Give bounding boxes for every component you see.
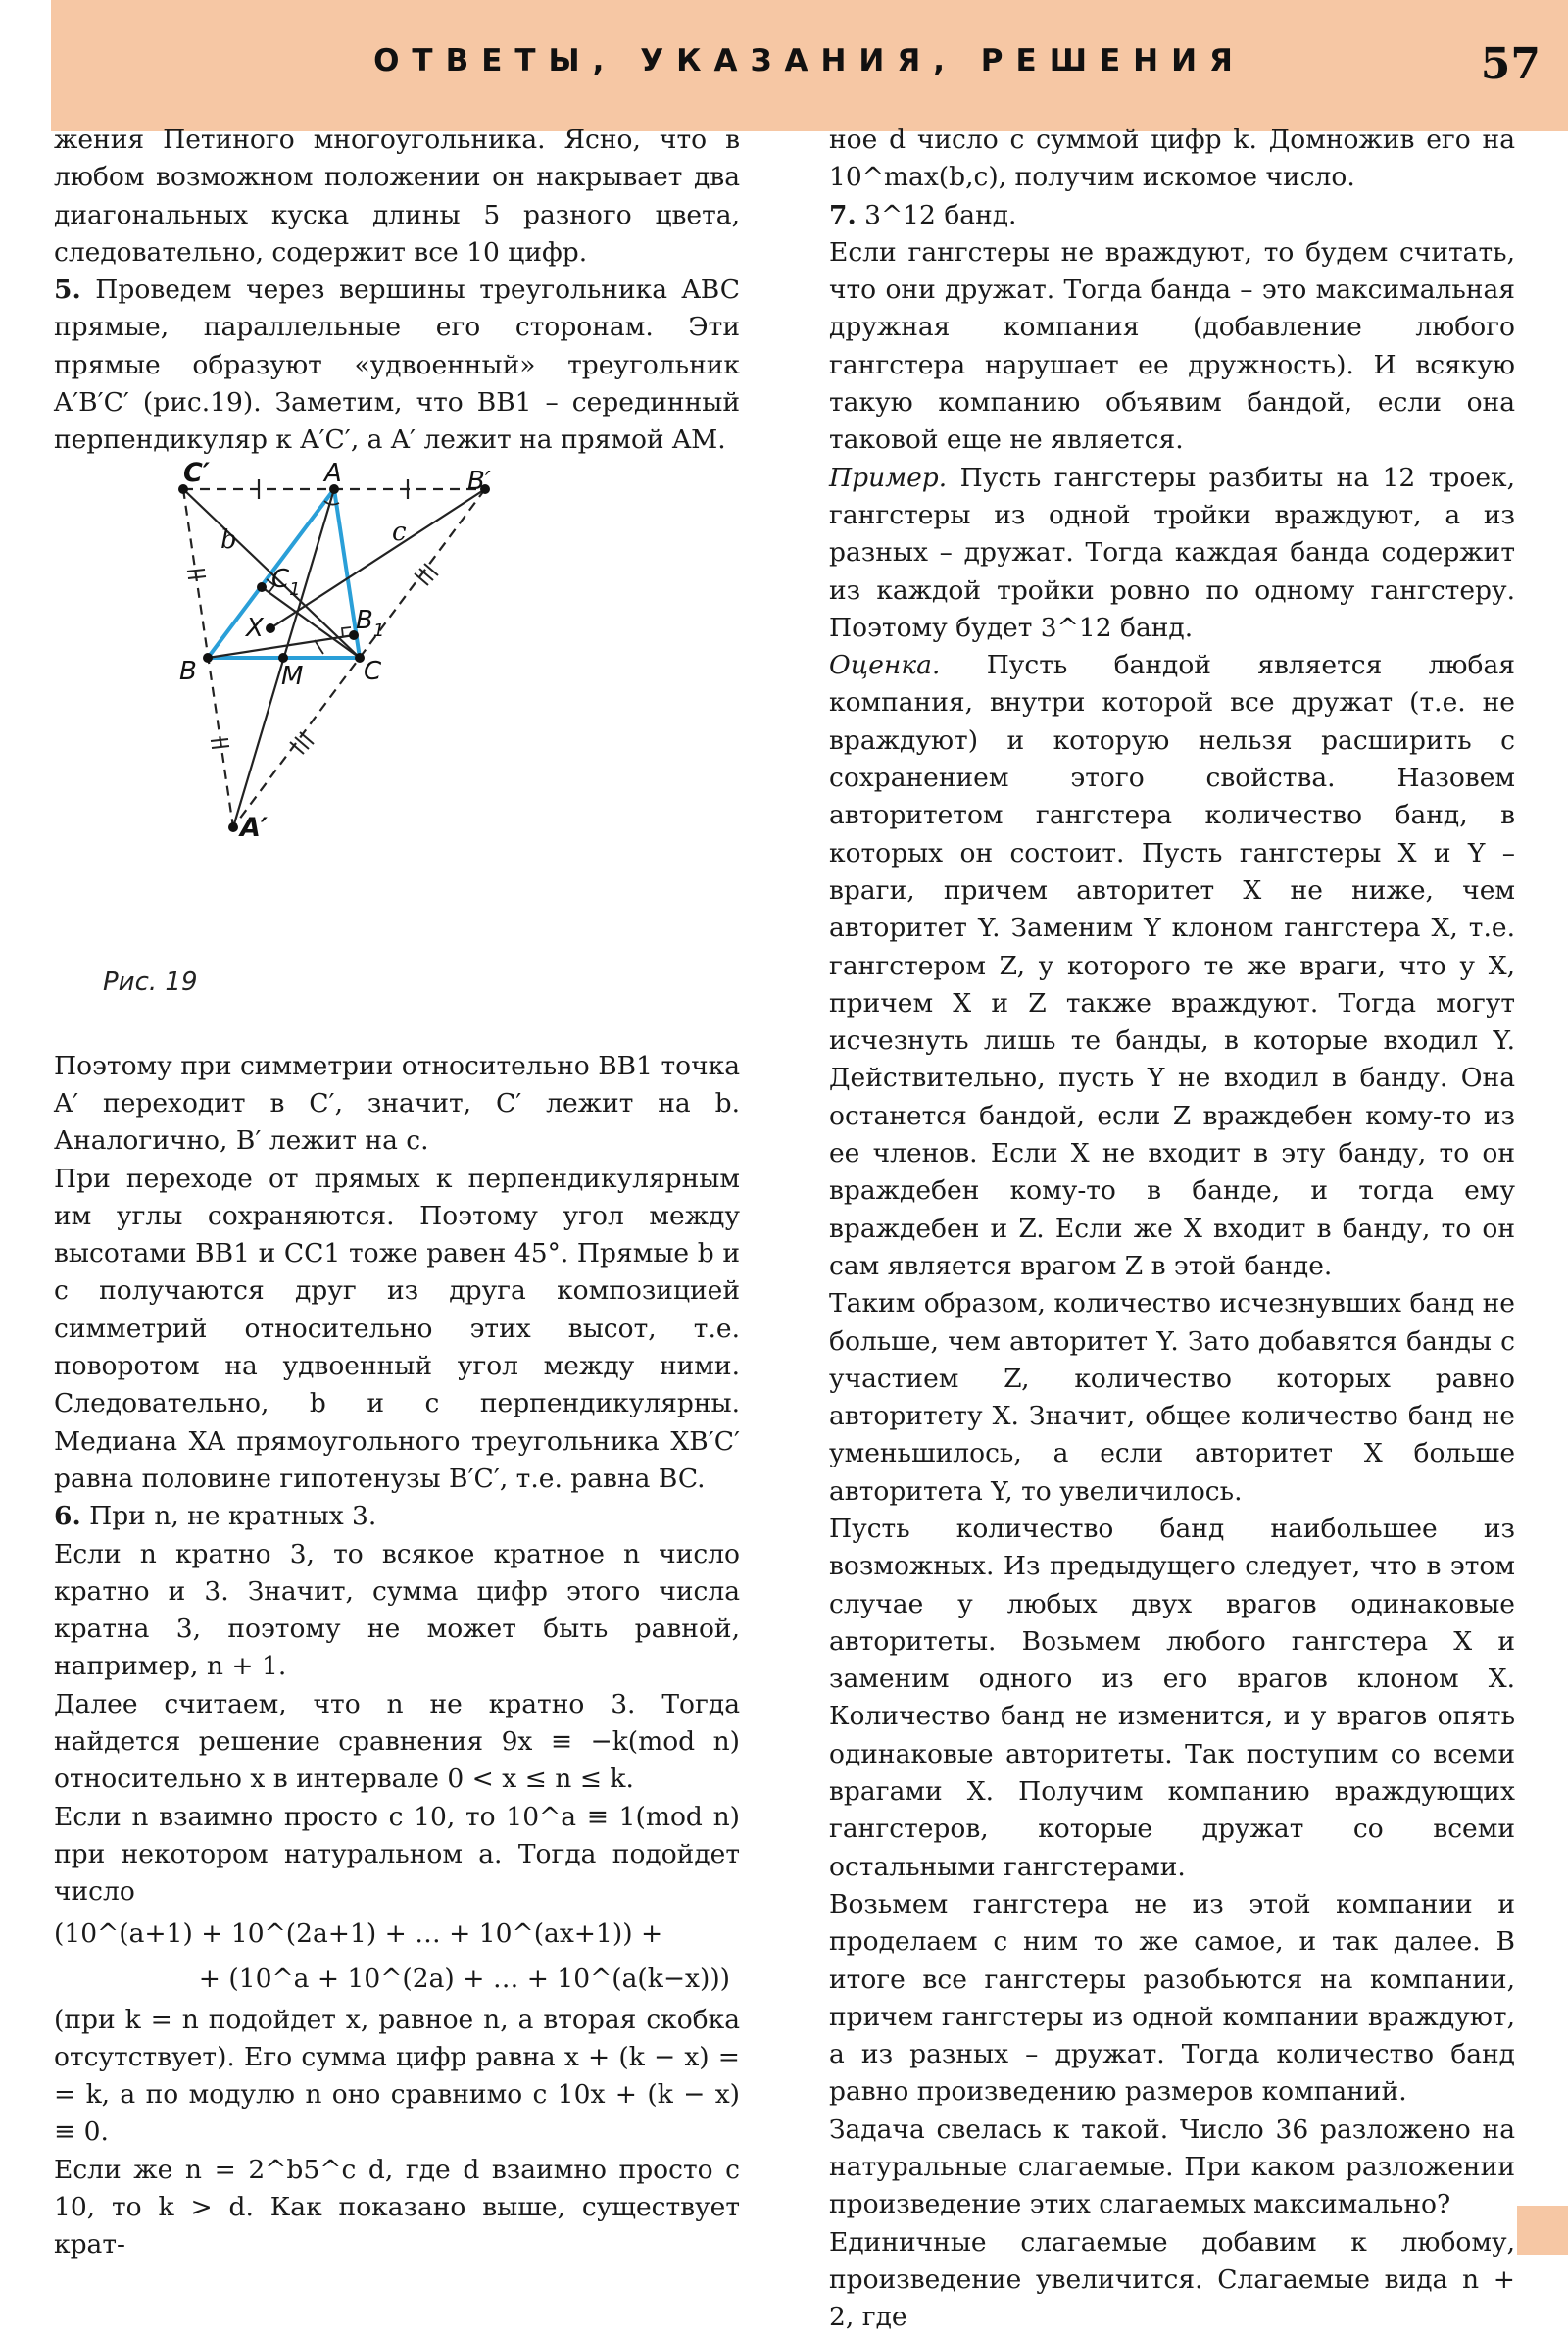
paragraph: ное d число с суммой цифр k. Домножив его на 10^max(b,c), получим искомое число. <box>829 124 1515 193</box>
formula-line-2: + (10^a + 10^(2a) + … + 10^(a(k−x))) <box>198 1963 730 1994</box>
label-a-prime: A′ <box>240 812 269 843</box>
label-c1-main: C <box>271 564 290 594</box>
figure-caption: Рис. 19 <box>103 967 198 997</box>
paragraph: Поэтому при симметрии относительно BB1 точка A′ переходит в C′, значит, C′ лежит на b. Аналогично, B′ лежит на c. <box>54 1050 740 1157</box>
estimate-paragraph <box>829 647 1515 1285</box>
label-line-c: c <box>392 517 407 547</box>
formula-line-1: (10^(a+1) + 10^(2a+1) + … + 10^(ax+1)) + <box>54 1917 663 1949</box>
label-b1 <box>356 606 384 641</box>
line-c <box>270 489 485 628</box>
page-corner-tab <box>1517 2206 1568 2255</box>
label-m: M <box>281 661 304 691</box>
label-c1-sub: 1 <box>289 578 301 600</box>
paragraph: (при k = n подойдет x, равное n, а вторая скобка отсутствует). Его сумма цифр равна x + (k − x) = = k, а по модулю n оно сравнимо с 10x + (k − x) ≡ 0. <box>54 2004 740 2148</box>
figure-19 <box>54 462 740 1040</box>
label-x: X <box>246 613 264 643</box>
paragraph-text: Пусть гангстеры разбиты на 12 троек, гангстеры из одной тройки враждуют, а из разных – дружат. Тогда каждая банда содержит из каждой тройки ровно по одному гангстеру. Поэтому будет 3^12 банд. <box>829 462 1515 643</box>
problem-7 <box>829 197 1515 234</box>
right-column <box>829 122 1515 2337</box>
label-c1 <box>271 565 301 600</box>
paragraph: жения Петиного многоугольника. Ясно, что в любом возможном положении он накрывает два диагональных куска длины 5 разного цвета, следовательно, содержит все 10 цифр. <box>54 124 740 268</box>
paragraph: Если n кратно 3, то всякое кратное n число кратно и 3. Значит, сумма цифр этого числа кратна 3, поэтому не может быть равной, например, n + 1. <box>54 1538 740 1682</box>
lead-word: Оценка. <box>829 650 941 681</box>
problem-5 <box>54 272 740 459</box>
left-column <box>54 122 740 2264</box>
label-b: B <box>179 656 197 686</box>
problem-number: 5. <box>54 274 81 306</box>
label-c-prime: C′ <box>183 461 210 488</box>
paragraph: При переходе от прямых к перпендикулярным им углы сохраняются. Поэтому угол между высотами BB1 и CC1 тоже равен 45°. Прямые b и c получаются друг из друга композицией симметрий относительно этих высот, т.е. поворотом на удвоенный угол между ними. Следовательно, b и c перпендикулярны. Медиана XA прямоугольного треугольника XB′C′ равна половине гипотенузы B′C′, т.е. равна BC. <box>54 1163 740 1494</box>
page-number: 57 <box>1480 39 1541 89</box>
paragraph: Возьмем гангстера не из этой компании и проделаем с ним то же самое, и так далее. В итоге все гангстеры разобьются на компании, причем гангстеры из одной компании враждуют, а из разных – дружат. Тогда количество банд равно произведению размеров компаний. <box>829 1888 1515 2108</box>
paragraph: Пусть количество банд наибольшее из возможных. Из предыдущего следует, что в этом случае у любых двух врагов одинаковые авторитеты. Возьмем любого гангстера X и заменим одного из его врагов клоном X. Количество банд не изменится, и у врагов опять одинаковые авторитеты. Так поступим со всеми врагами X. Получим компанию враждующих гангстеров, которые дружат со всеми остальными гангстерами. <box>829 1513 1515 1882</box>
paragraph: Если же n = 2^b5^c d, где d взаимно просто с 10, то k > d. Как показано выше, существует крат- <box>54 2154 740 2261</box>
page-header <box>51 0 1568 131</box>
label-line-b: b <box>220 524 237 555</box>
paragraph: Если гангстеры не враждуют, то будем считать, что они дружат. Тогда банда – это максимальная дружная компания (добавление любого гангстера нарушает ее дружность). И всякую такую компанию объявим бандой, если она таковой еще не является. <box>829 236 1515 456</box>
problem-number: 7. <box>829 199 857 230</box>
paragraph-text: Проведем через вершины треугольника ABC прямые, параллельные его сторонам. Эти прямые образуют «удвоенный» треугольник A′B′C′ (рис.19). Заметим, что BB1 – серединный перпендикуляр к A′C′, а A′ лежит на прямой AM. <box>54 274 740 456</box>
label-a: A <box>324 461 342 488</box>
example-paragraph <box>829 460 1515 647</box>
running-title: ОТВЕТЫ, УКАЗАНИЯ, РЕШЕНИЯ <box>373 43 1246 78</box>
paragraph: Единичные слагаемые добавим к любому, произведение увеличится. Слагаемые вида n + 2, где <box>829 2226 1515 2333</box>
problem-6 <box>54 1498 740 1535</box>
label-b1-sub: 1 <box>372 620 385 641</box>
paragraph: Далее считаем, что n не кратно 3. Тогда найдется решение сравнения 9x ≡ −k(mod n) относительно x в интервале 0 < x ≤ n ≤ k. <box>54 1688 740 1795</box>
paragraph: Таким образом, количество исчезнувших банд не больше, чем авторитет Y. Зато добавятся банды с участием Z, количество которых равно авторитету X. Значит, общее количество банд не уменьшилось, а если авторитет X больше авторитета Y, то увеличилось. <box>829 1288 1515 1507</box>
lead-word: Пример. <box>829 462 948 493</box>
paragraph: Если n взаимно просто с 10, то 10^a ≡ 1(mod n) при некотором натуральном a. Тогда подойдет число <box>54 1801 740 1908</box>
paragraph-text: 3^12 банд. <box>864 199 1017 230</box>
label-b1-main: B <box>356 605 373 635</box>
label-b-prime: B′ <box>467 466 491 496</box>
paragraph: Задача свелась к такой. Число 36 разложено на натуральные слагаемые. При каком разложении произведение этих слагаемых максимально? <box>829 2113 1515 2220</box>
problem-number: 6. <box>54 1501 81 1532</box>
geometry-diagram <box>54 462 740 1040</box>
paragraph-text: При n, не кратных 3. <box>89 1501 377 1532</box>
label-c: C <box>364 656 382 686</box>
paragraph-text: Пусть бандой является любая компания, внутри которой все дружат (т.е. не враждуют) и которую нельзя расширить с сохранением этого свойства. Назовем авторитетом гангстера количество банд, в которых он состоит. Пусть гангстеры X и Y – враги, причем авторитет X не ниже, чем авторитет Y. Заменим Y клоном гангстера X, т.е. гангстером Z, у которого те же враги, что у X, причем X и Z также враждуют. Тогда могут исчезнуть лишь те банды, в которые входил Y. Действительно, пусть Y не входил в банду. Она останется бандой, если Z враждебен кому-то из ее членов. Если X не входит в эту банду, то он враждебен кому-то в банде, и тогда ему враждебен и Z. Если же X входит в банду, то он сам является врагом Z в этой банде. <box>829 650 1515 1281</box>
